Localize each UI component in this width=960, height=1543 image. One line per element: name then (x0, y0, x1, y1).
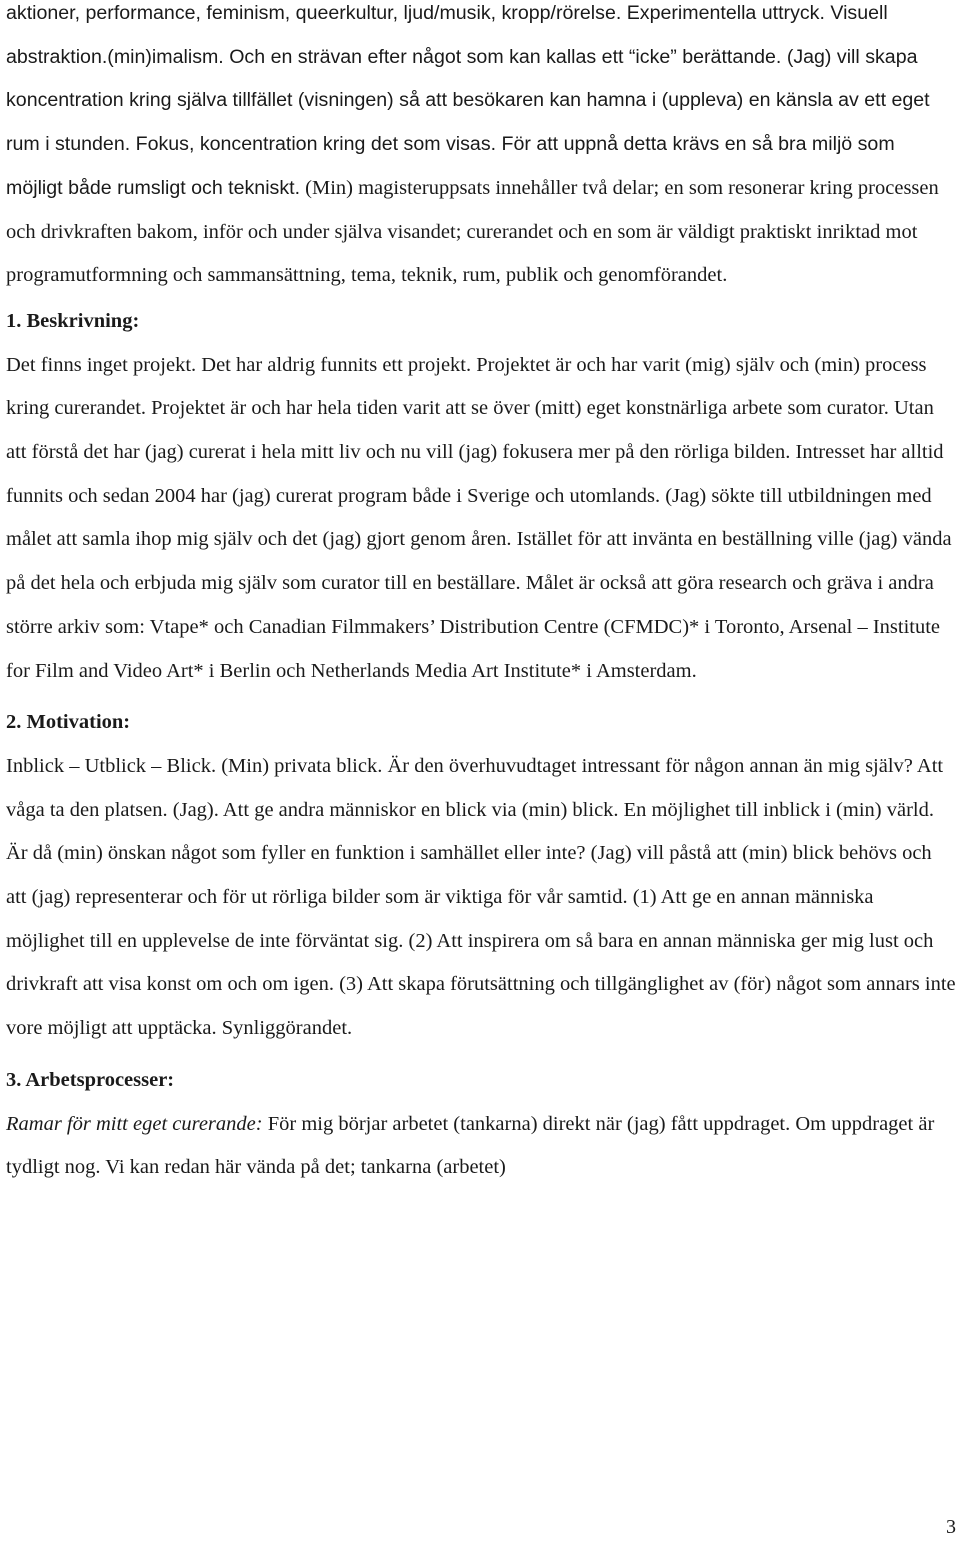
page-number: 3 (946, 1516, 956, 1538)
section-text-beskrivning: Det finns inget projekt. Det har aldrig funnits ett projekt. Projektet är och har varit (mig) själv och (min) process kring curerandet. Projektet är och har hela tiden varit att se över (mitt) eget konstnärliga arbete som curator. Utan att förstå det har (jag) curerat i hela mitt liv och nu vill (jag) fokusera mer på den rörliga bilden. Intresset har alltid funnits och sedan 2004 har (jag) curerat program både i Sverige och utomlands. (Jag) sökte till utbildningen med målet att samla ihop mig själv och det (jag) gjort genom åren. Istället för att invänta en beställning ville (jag) vända på det hela och erbjuda mig själv som curator till en beställare. Målet är också att göra research och gräva i andra större arkiv som: Vtape* och Canadian Filmmakers’ Distribution Centre (CFMDC)* i Toronto, Arsenal – Institute for Film and Video Art* i Berlin och Netherlands Media Art Institute* i Amsterdam. (6, 353, 952, 682)
section-text-arbetsprocesser (6, 1103, 956, 1190)
section-text-arbetsprocesser-body: För mig börjar arbetet (tankarna) direkt när (jag) fått uppdraget. Om uppdraget är tydligt nog. Vi kan redan här vända på det; tankarna (arbetet) (6, 1112, 935, 1179)
intro-text-serif: (Min) magisteruppsats innehåller två delar; en som resonerar kring processen och drivkraften bakom, inför och under själva visandet; curerandet och en som är väldigt praktiskt inriktad mot programutformning och sammansättning, tema, teknik, rum, publik och genomförandet. (6, 176, 939, 287)
section-text-motivation: Inblick – Utblick – Blick. (Min) privata blick. Är den överhuvudtaget intressant för någon annan än mig själv? Att våga ta den platsen. (Jag). Att ge andra människor en blick via (min) blick. En möjlighet till inblick i (min) värld. Är då (min) önskan något som fyller en funktion i samhället eller inte? (Jag) vill påstå att (min) blick behövs och att (jag) representerar och för ut rörliga bilder som är viktiga för vår samtid. (1) Att ge en annan människa möjlighet till en upplevelse de inte förväntat sig. (2) Att inspirera om så bara en annan människa ger mig lust och drivkraft att visa konst om och om igen. (3) Att skapa förutsättning och tillgänglighet av (för) något som annars inte vore möjligt att upptäcka. Synliggörandet. (6, 754, 956, 1040)
section-heading-motivation: 2. Motivation: (6, 711, 131, 734)
intro-text-sans: aktioner, performance, feminism, queerkultur, ljud/musik, kropp/rörelse. Experimentella uttryck. Visuell abstraktion.(min)imalism. Och en strävan efter något som kan kallas ett “icke” berättande. (Jag) vill skapa koncentration kring själva tillfället (visningen) så att besökaren kan hamna i (uppleva) en känsla av ett eget rum i stunden. Fokus, koncentration kring det som visas. För att uppnå detta krävs en så bra miljö som möjligt både rumsligt och tekniskt. (6, 2, 930, 199)
section-heading-arbetsprocesser: 3. Arbetsprocesser: (6, 1068, 175, 1091)
section-heading-beskrivning: 1. Beskrivning: (6, 309, 140, 332)
document-page (6, 0, 956, 1190)
italic-lead: Ramar för mitt eget curerande: (6, 1112, 263, 1135)
intro-paragraph (6, 0, 956, 298)
